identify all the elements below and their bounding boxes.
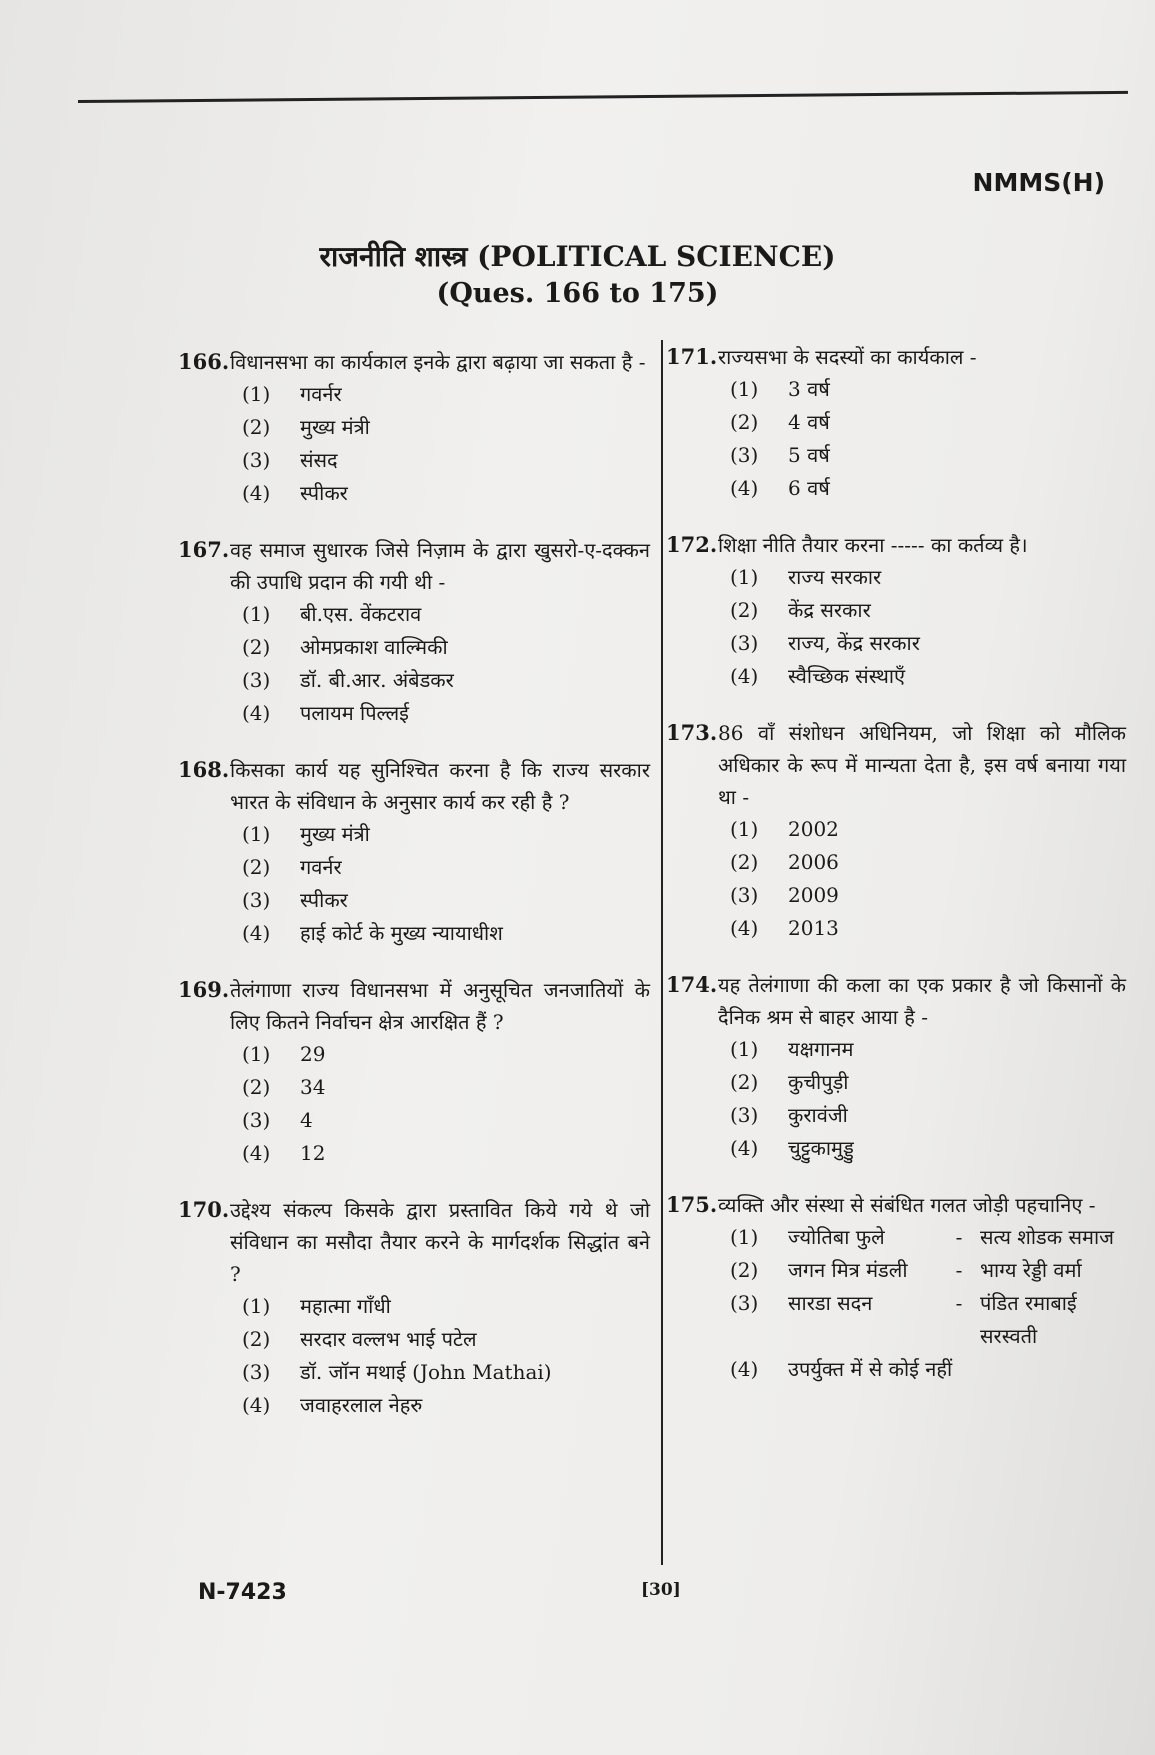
option-text: स्पीकर bbox=[300, 481, 348, 505]
option-number: (2) bbox=[242, 1327, 271, 1351]
option-number: (2) bbox=[730, 598, 759, 622]
option-list bbox=[668, 1033, 1126, 1165]
question-text: विधानसभा का कार्यकाल इनके द्वारा बढ़ाया जा सकता है - bbox=[230, 350, 646, 374]
option-list bbox=[180, 378, 650, 510]
option-number: (4) bbox=[242, 1393, 271, 1417]
option-text: केंद्र सरकार bbox=[788, 598, 871, 622]
option-number: (1) bbox=[242, 1294, 271, 1318]
option bbox=[180, 631, 650, 664]
question-169 bbox=[180, 974, 650, 1170]
option-text: सरदार वल्लभ भाई पटेल bbox=[300, 1327, 477, 1351]
option-number: (2) bbox=[242, 635, 271, 659]
option-number: (3) bbox=[730, 631, 759, 655]
option-text: महात्मा गाँधी bbox=[300, 1294, 391, 1318]
option bbox=[668, 373, 1126, 406]
option bbox=[668, 1066, 1126, 1099]
option bbox=[668, 1099, 1126, 1132]
option bbox=[668, 1132, 1126, 1165]
question-text: 86 वाँ संशोधन अधिनियम, जो शिक्षा को मौलिक अधिकार के रूप में मान्यता देता है, इस वर्ष बनाया गया था - bbox=[718, 721, 1126, 809]
option-text: 5 वर्ष bbox=[788, 443, 830, 467]
option-number: (2) bbox=[730, 410, 759, 434]
option-number: (3) bbox=[730, 443, 759, 467]
option bbox=[668, 472, 1126, 505]
option-text: जवाहरलाल नेहरु bbox=[300, 1393, 423, 1417]
option-number: (4) bbox=[730, 1136, 759, 1160]
option-number: (3) bbox=[730, 1103, 759, 1127]
option-person: जगन मित्र मंडली bbox=[788, 1258, 908, 1282]
option bbox=[180, 884, 650, 917]
question-number: 172. bbox=[666, 532, 718, 557]
option bbox=[180, 378, 650, 411]
question-number: 174. bbox=[666, 972, 718, 997]
option bbox=[180, 917, 650, 950]
option bbox=[180, 1071, 650, 1104]
option-text: स्पीकर bbox=[300, 888, 348, 912]
section-title: राजनीति शास्त्र (POLITICAL SCIENCE) bbox=[319, 240, 836, 273]
option-number: (1) bbox=[730, 565, 759, 589]
option-number: (1) bbox=[242, 1042, 271, 1066]
option-number: (3) bbox=[242, 888, 271, 912]
option-number: (3) bbox=[242, 1108, 271, 1132]
option-text: 4 वर्ष bbox=[788, 410, 830, 434]
match-option bbox=[668, 1254, 1126, 1287]
option bbox=[668, 813, 1126, 846]
option bbox=[180, 664, 650, 697]
option bbox=[668, 846, 1126, 879]
option-number: (1) bbox=[730, 1037, 759, 1061]
exam-code: NMMS(H) bbox=[972, 168, 1105, 197]
option-list bbox=[180, 598, 650, 730]
option-text: चुट्टुकामुड्डु bbox=[788, 1136, 854, 1160]
question-number: 175. bbox=[666, 1192, 718, 1217]
question-text: किसका कार्य यह सुनिश्चित करना है कि राज्य सरकार भारत के संविधान के अनुसार कार्य कर रही है ? bbox=[230, 758, 650, 814]
question-number: 169. bbox=[178, 977, 230, 1002]
option bbox=[180, 1290, 650, 1323]
option-number: (1) bbox=[242, 382, 271, 406]
question-number: 166. bbox=[178, 349, 230, 374]
question-text: राज्यसभा के सदस्यों का कार्यकाल - bbox=[718, 345, 977, 369]
question-171 bbox=[668, 341, 1126, 505]
option-number: (2) bbox=[242, 855, 271, 879]
option-list bbox=[180, 1038, 650, 1170]
option-number: (1) bbox=[730, 377, 759, 401]
option-list bbox=[180, 818, 650, 950]
option-text: राज्य, केंद्र सरकार bbox=[788, 631, 920, 655]
question-174 bbox=[668, 969, 1126, 1165]
booklet-code: N-7423 bbox=[198, 1580, 287, 1605]
option-number: (1) bbox=[242, 602, 271, 626]
option bbox=[180, 1389, 650, 1422]
option-text: मुख्य मंत्री bbox=[300, 822, 370, 846]
option-number: (1) bbox=[242, 822, 271, 846]
question-text: शिक्षा नीति तैयार करना ----- का कर्तव्य है। bbox=[718, 533, 1028, 557]
question-number: 167. bbox=[178, 537, 230, 562]
option-dash: - bbox=[955, 1291, 963, 1315]
option bbox=[668, 406, 1126, 439]
question-number: 170. bbox=[178, 1197, 230, 1222]
match-option bbox=[668, 1287, 1126, 1353]
option bbox=[180, 477, 650, 510]
question-168 bbox=[180, 754, 650, 950]
option-text: पलायम पिल्लई bbox=[300, 701, 409, 725]
option-number: (4) bbox=[730, 916, 759, 940]
option-list bbox=[180, 1290, 650, 1422]
option-text: हाई कोर्ट के मुख्य न्यायाधीश bbox=[300, 921, 503, 945]
option bbox=[668, 660, 1126, 693]
question-text: व्यक्ति और संस्था से संबंधित गलत जोड़ी पहचानिए - bbox=[718, 1193, 1096, 1217]
option-text: मुख्य मंत्री bbox=[300, 415, 370, 439]
option bbox=[668, 1033, 1126, 1066]
option-text: यक्षगानम bbox=[788, 1037, 854, 1061]
question-166 bbox=[180, 346, 650, 510]
option-person: सारडा सदन bbox=[788, 1291, 873, 1315]
option-text: 2006 bbox=[788, 850, 839, 874]
option-text: 6 वर्ष bbox=[788, 476, 830, 500]
option-number: (4) bbox=[242, 921, 271, 945]
option-text: गवर्नर bbox=[300, 382, 342, 406]
option bbox=[180, 851, 650, 884]
option-list bbox=[668, 813, 1126, 945]
question-172 bbox=[668, 529, 1126, 693]
option-number: (3) bbox=[730, 883, 759, 907]
option-number: (2) bbox=[730, 1070, 759, 1094]
option bbox=[668, 879, 1126, 912]
option-list bbox=[668, 1221, 1126, 1386]
page-number: [30] bbox=[641, 1580, 681, 1600]
option-text: गवर्नर bbox=[300, 855, 342, 879]
option-number: (3) bbox=[242, 448, 271, 472]
option-text: राज्य सरकार bbox=[788, 565, 882, 589]
question-text: तेलंगाणा राज्य विधानसभा में अनुसूचित जनजातियों के लिए कितने निर्वाचन क्षेत्र आरक्षित हैं ? bbox=[230, 978, 650, 1034]
question-text: वह समाज सुधारक जिसे निज़ाम के द्वारा खुसरो-ए-दक्कन की उपाधि प्रदान की गयी थी - bbox=[230, 538, 650, 594]
option-list bbox=[668, 561, 1126, 693]
option-text: ओमप्रकाश वाल्मिकी bbox=[300, 635, 448, 659]
option bbox=[180, 411, 650, 444]
option-text: संसद bbox=[300, 448, 338, 472]
option bbox=[668, 561, 1126, 594]
option-number: (3) bbox=[242, 668, 271, 692]
question-number: 173. bbox=[666, 720, 718, 745]
right-column bbox=[668, 341, 1126, 1410]
option-text: कुरावंजी bbox=[788, 1103, 848, 1127]
option-text: 4 bbox=[300, 1108, 313, 1132]
option-organisation: पंडित रमाबाई सरस्वती bbox=[980, 1291, 1077, 1348]
question-173 bbox=[668, 717, 1126, 945]
option-dash: - bbox=[955, 1258, 963, 1282]
option-person: ज्योतिबा फुले bbox=[788, 1225, 885, 1249]
option bbox=[180, 1038, 650, 1071]
option-text: कुचीपुड़ी bbox=[788, 1070, 849, 1094]
option-number: (3) bbox=[242, 1360, 271, 1384]
option-text: बी.एस. वेंकटराव bbox=[300, 602, 422, 626]
option-number: (4) bbox=[242, 701, 271, 725]
option-text: 3 वर्ष bbox=[788, 377, 830, 401]
question-175 bbox=[668, 1189, 1126, 1386]
option-number: (1) bbox=[730, 817, 759, 841]
option bbox=[668, 627, 1126, 660]
option bbox=[668, 439, 1126, 472]
question-number: 171. bbox=[666, 344, 718, 369]
option-text: 2002 bbox=[788, 817, 839, 841]
question-167 bbox=[180, 534, 650, 730]
option-organisation: भाग्य रेड्डी वर्मा bbox=[980, 1258, 1082, 1282]
option bbox=[180, 818, 650, 851]
option-number: (1) bbox=[730, 1225, 759, 1249]
option bbox=[180, 1323, 650, 1356]
left-column bbox=[180, 346, 650, 1446]
question-text: उद्देश्य संकल्प किसके द्वारा प्रस्तावित किये गये थे जो संविधान का मसौदा तैयार करने के मार्गदर्शक सिद्धांत बने ? bbox=[230, 1198, 650, 1286]
option-organisation: सत्य शोडक समाज bbox=[980, 1225, 1114, 1249]
option bbox=[180, 697, 650, 730]
option bbox=[180, 1356, 650, 1389]
top-rule bbox=[78, 91, 1128, 103]
option-number: (2) bbox=[242, 415, 271, 439]
option bbox=[180, 598, 650, 631]
option bbox=[668, 912, 1126, 945]
question-number: 168. bbox=[178, 757, 230, 782]
option bbox=[180, 1104, 650, 1137]
option-text: 2009 bbox=[788, 883, 839, 907]
option-number: (2) bbox=[730, 850, 759, 874]
option-text: 2013 bbox=[788, 916, 839, 940]
option-text: उपर्युक्त में से कोई नहीं bbox=[788, 1357, 953, 1381]
option-number: (4) bbox=[730, 664, 759, 688]
option bbox=[180, 1137, 650, 1170]
option-number: (4) bbox=[730, 1357, 759, 1381]
option-number: (4) bbox=[242, 481, 271, 505]
question-text: यह तेलंगाणा की कला का एक प्रकार है जो किसानों के दैनिक श्रम से बाहर आया है - bbox=[718, 973, 1126, 1029]
option bbox=[180, 444, 650, 477]
option-number: (2) bbox=[242, 1075, 271, 1099]
option bbox=[668, 1353, 1126, 1386]
option-text: डॉ. बी.आर. अंबेडकर bbox=[300, 668, 454, 692]
option-number: (4) bbox=[242, 1141, 271, 1165]
column-divider bbox=[661, 340, 663, 1565]
option-text: 34 bbox=[300, 1075, 326, 1099]
question-170 bbox=[180, 1194, 650, 1422]
match-option bbox=[668, 1221, 1126, 1254]
option-dash: - bbox=[955, 1225, 963, 1249]
option bbox=[668, 594, 1126, 627]
option-text: स्वैच्छिक संस्थाएँ bbox=[788, 664, 906, 688]
option-text: डॉ. जॉन मथाई (John Mathai) bbox=[300, 1360, 552, 1384]
option-list bbox=[668, 373, 1126, 505]
option-number: (4) bbox=[730, 476, 759, 500]
section-subtitle: (Ques. 166 to 175) bbox=[436, 278, 719, 309]
option-number: (3) bbox=[730, 1291, 759, 1315]
option-number: (2) bbox=[730, 1258, 759, 1282]
option-text: 12 bbox=[300, 1141, 326, 1165]
option-text: 29 bbox=[300, 1042, 326, 1066]
